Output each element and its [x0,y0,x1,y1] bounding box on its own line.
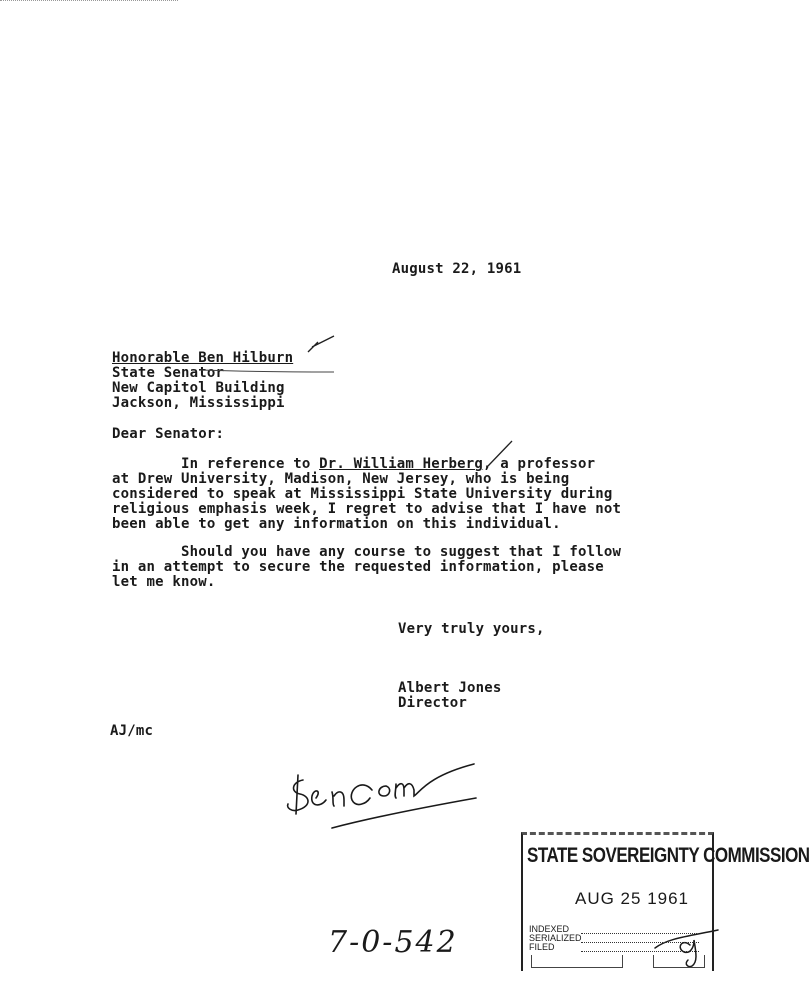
paragraph-1-line-1-start: In reference to [112,456,320,472]
stamp-label-filed: FILED [529,942,555,952]
handwritten-sen-com [288,764,476,828]
paragraph-1-line-4: religious emphasis week, I regret to advise that I have not [112,501,622,517]
recipient-city: Jackson, Mississippi [112,395,285,411]
recipient-building: New Capitol Building [112,380,285,396]
paragraph-1-line-3: considered to speak at Mississippi State University during [112,486,613,502]
signer-title: Director [398,695,468,711]
stamp-label-serialized: SERIALIZED [529,933,582,943]
subject-name: Dr. William Herberg [319,456,484,472]
stamp-label-indexed: INDEXED [529,924,570,934]
salutation: Dear Senator: [112,426,225,442]
stamp-dotted-line [581,933,699,934]
paragraph-2-line-2: in an attempt to secure the requested information, please [112,559,604,575]
closing: Very truly yours, [398,621,545,637]
paragraph-2-line-1: Should you have any course to suggest that I follow [112,544,622,560]
checkmark-near-subject [488,441,512,466]
stamp-title: STATE SOVEREIGNTY COMMISSION [527,843,810,867]
stamp-dotted-line [581,951,699,952]
recipient-overline-mark [200,370,334,372]
paragraph-1-line-2: at Drew University, Madison, New Jersey, who is being [112,471,570,487]
stamp-box [531,955,623,968]
typist-initials: AJ/mc [110,723,154,739]
stamp-dotted-line [581,942,699,943]
stamp-box [653,955,705,968]
letter-date: August 22, 1961 [392,261,522,277]
recipient-name: Honorable Ben Hilburn [112,350,294,366]
recipient-title: State Senator [112,365,225,381]
handwritten-file-number: 7-0-542 [328,925,458,960]
checkmark-near-recipient [308,336,334,352]
signer-name: Albert Jones [398,680,502,696]
paragraph-1-line-5: been able to get any information on this individual. [112,516,561,532]
paragraph-1-line-1-end: , a professor [483,456,596,472]
received-stamp [521,832,810,971]
stamp-date: AUG 25 1961 [575,889,690,908]
paragraph-2-line-3: let me know. [112,574,216,590]
